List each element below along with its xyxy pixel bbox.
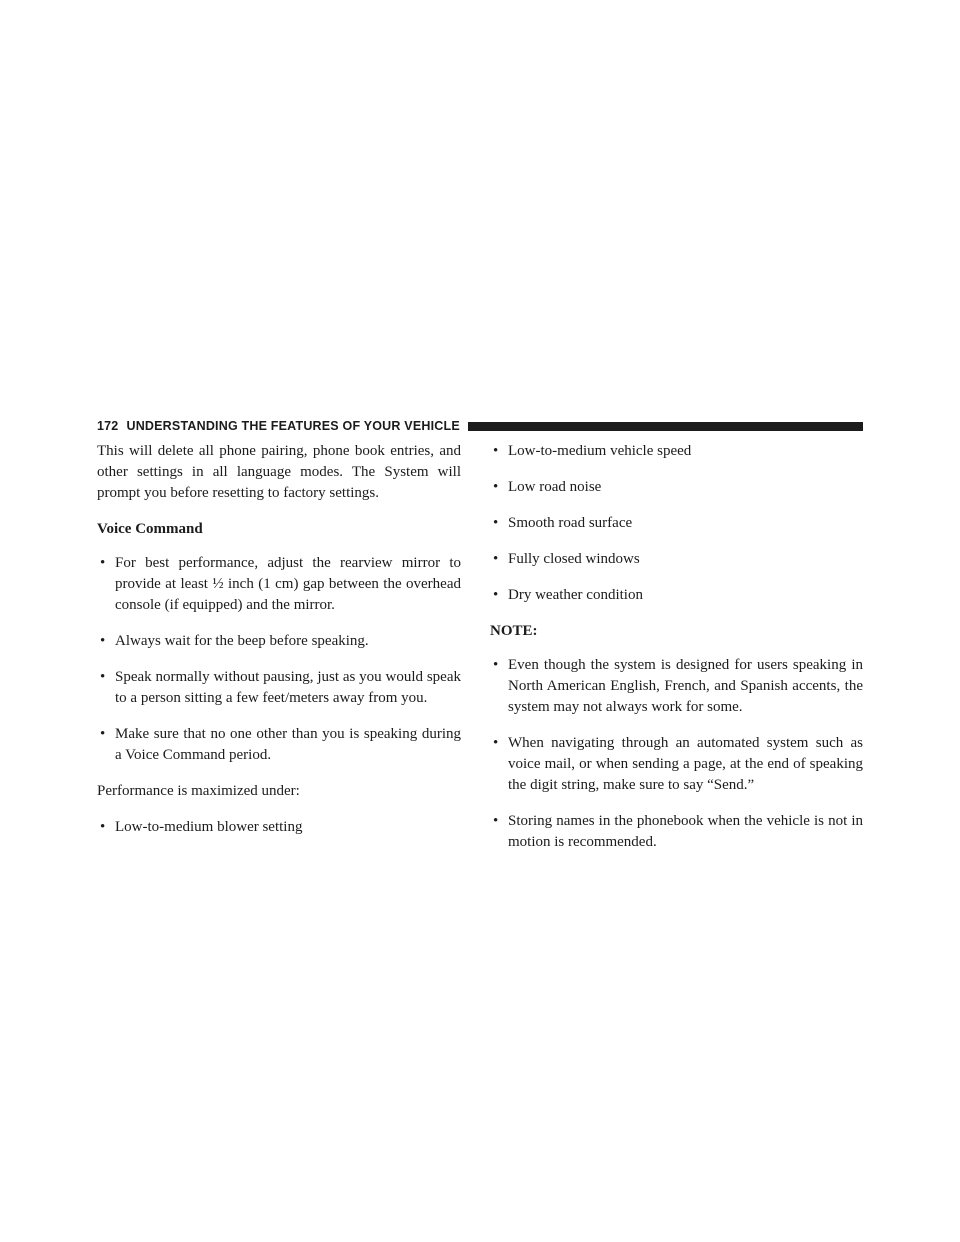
note-list (490, 655, 863, 853)
list-item: • Smooth road surface (490, 513, 863, 534)
bullet-icon: • (493, 515, 499, 531)
bullet-icon: • (100, 819, 106, 835)
bullet-icon: • (100, 555, 106, 571)
header-text (97, 419, 460, 433)
list-item: • Always wait for the beep before speaking. (97, 631, 461, 652)
note-heading: NOTE: (490, 623, 538, 639)
section-title: UNDERSTANDING THE FEATURES OF YOUR VEHICLE (126, 419, 460, 433)
performance-list-left (97, 817, 461, 838)
voice-command-list (97, 553, 461, 766)
list-item: • Low-to-medium blower setting (97, 817, 461, 838)
bullet-icon: • (493, 813, 499, 829)
performance-paragraph: Performance is maximized under: (97, 783, 300, 799)
list-item: • Fully closed windows (490, 549, 863, 570)
list-item: • Speak normally without pausing, just as you would speak to a person sitting a few feet/meters away from you. (100, 669, 461, 706)
bullet-icon: • (100, 726, 106, 742)
bullet-icon: • (493, 735, 499, 751)
performance-list-right (490, 441, 863, 606)
right-column (490, 441, 863, 868)
bullet-icon: • (100, 669, 106, 685)
bullet-icon: • (493, 587, 499, 603)
list-item: • Storing names in the phonebook when the vehicle is not in motion is recommended. (493, 813, 863, 850)
list-item: • Make sure that no one other than you is speaking during a Voice Command period. (100, 726, 461, 763)
bullet-icon: • (493, 443, 499, 459)
bullet-icon: • (100, 633, 106, 649)
voice-command-heading: Voice Command (97, 521, 203, 537)
list-item: • Low-to-medium vehicle speed (490, 441, 863, 462)
list-item: • For best performance, adjust the rearview mirror to provide at least ½ inch (1 cm) gap between the overhead console (if equipped) and the mirror. (100, 555, 461, 613)
page-number: 172 (97, 419, 119, 433)
list-item: • Even though the system is designed for users speaking in North American English, French, and Spanish accents, the system may not always work for some. (493, 657, 863, 715)
header-rule (468, 422, 863, 431)
bullet-icon: • (493, 551, 499, 567)
bullet-icon: • (493, 657, 499, 673)
page-header (97, 418, 863, 434)
list-item: • When navigating through an automated system such as voice mail, or when sending a page, at the end of speaking the digit string, make sure to say “Send.” (493, 735, 863, 793)
bullet-icon: • (493, 479, 499, 495)
left-column (97, 441, 461, 853)
intro-paragraph: This will delete all phone pairing, phone book entries, and other settings in all language modes. The System will prompt you before resetting to factory settings. (97, 443, 461, 501)
list-item: • Low road noise (490, 477, 863, 498)
list-item: • Dry weather condition (490, 585, 863, 606)
